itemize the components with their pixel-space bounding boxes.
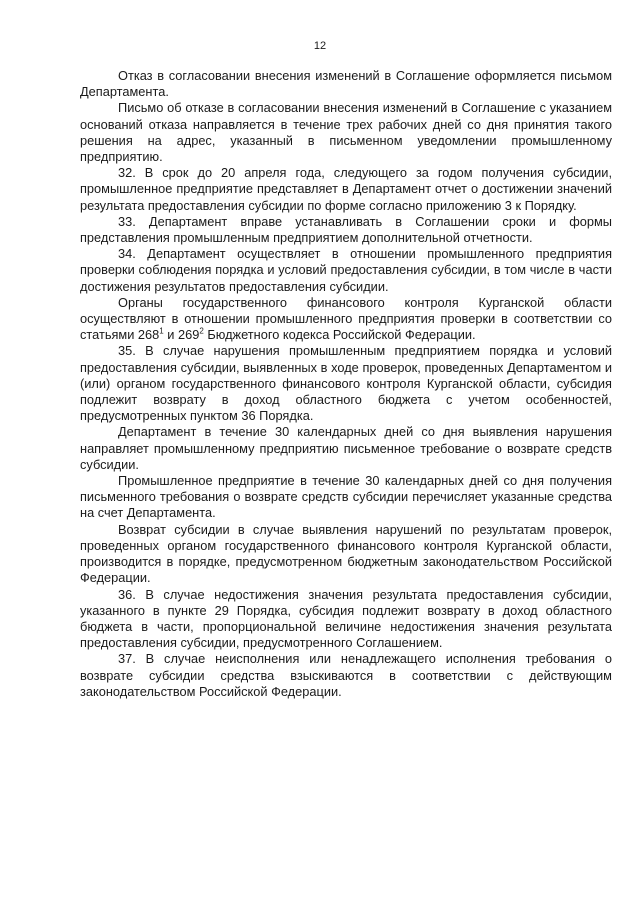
paragraph-financial-control-text: Органы государственного финансового контроля Курганской области осуществляют в отношении промышленного предприятия проверки в соответствии со статьями 268 [80,294,612,343]
paragraph-financial-control-end: Бюджетного кодекса Российской Федерации. [203,327,476,343]
paragraph-34: 34. Департамент осуществляет в отношении промышленного предприятия проверки соблюдения порядка и условий предоставления субсидии, в том числе в части достижения результатов предоставления субсидии. [80,246,612,294]
paragraph-35: 35. В случае нарушения промышленным предприятием порядка и условий предоставления субсидии, выявленных в ходе проверок, проведенных Департаментом и (или) органом государственного финансового контроля Курганской области, субсидия подлежит возврату в доход областного бюджета с учетом особенностей, предусмотренных пунктом 36 Порядка. [80,343,612,424]
paragraph-refund-procedure: Возврат субсидии в случае выявления нарушений по результатам проверок, проведенных органом государственного финансового контроля Курганской области, производится в порядке, предусмотренном бюджетным законодательством Российской Федерации. [80,521,612,586]
paragraph-financial-control-middle: и 269 [163,327,200,343]
paragraph-financial-control [80,295,612,344]
document-body [80,68,612,700]
paragraph-36: 36. В случае недостижения значения результата предоставления субсидии, указанного в пункте 29 Порядка, субсидия подлежит возврату в доход областного бюджета в части, пропорциональной величине недостижения значения результата предоставления субсидии, предусмотренного Соглашением. [80,586,612,651]
paragraph-refusal-letter: Письмо об отказе в согласовании внесения изменений в Соглашение с указанием оснований отказа направляется в течение трех рабочих дней со дня принятия такого решения на адрес, указанный в письменном уведомлении промышленному предприятию. [80,100,612,165]
article-superscript-2: 2 [199,326,204,336]
paragraph-demand-notice: Департамент в течение 30 календарных дней со дня выявления нарушения направляет промышленному предприятию письменное требование о возврате средств субсидии. [80,424,612,472]
page-number: 12 [313,40,327,52]
paragraph-refusal-form: Отказ в согласовании внесения изменений в Соглашение оформляется письмом Департамента. [80,68,612,100]
paragraph-33: 33. Департамент вправе устанавливать в Соглашении сроки и формы представления промышленным предприятием дополнительной отчетности. [80,213,612,246]
paragraph-refund-transfer: Промышленное предприятие в течение 30 календарных дней со дня получения письменного требования о возврате средств субсидии перечисляет указанные средства на счет Департамента. [80,473,612,521]
paragraph-37: 37. В случае неисполнения или ненадлежащего исполнения требования о возврате субсидии средства взыскиваются в соответствии с действующим законодательством Российской Федерации. [80,651,612,699]
paragraph-32: 32. В срок до 20 апреля года, следующего за годом получения субсидии, промышленное предприятие представляет в Департамент отчет о достижении значений результата предоставления субсидии по форме согласно приложению 3 к Порядку. [80,165,612,213]
article-superscript-1: 1 [159,326,164,336]
